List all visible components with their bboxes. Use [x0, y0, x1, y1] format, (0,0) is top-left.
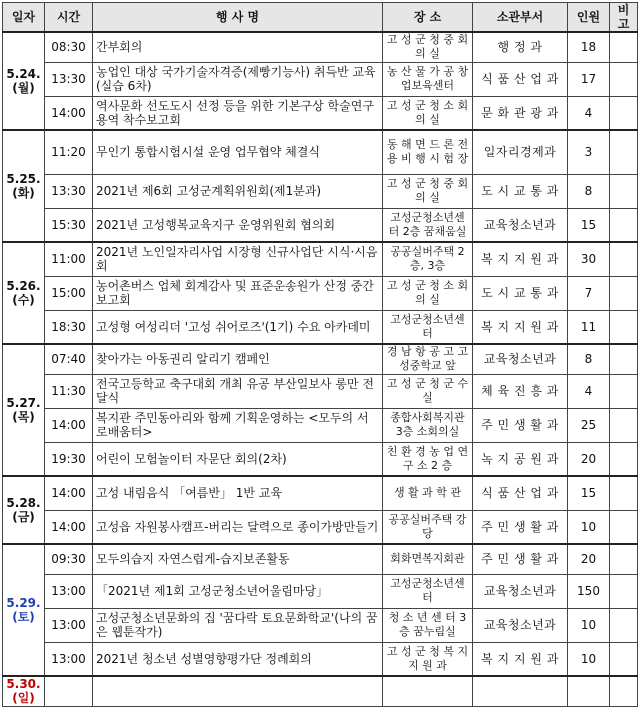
note-cell	[610, 242, 638, 276]
event-cell: 전국고등학교 축구대회 개최 유공 부산일보사 롱만 전달식	[93, 374, 383, 408]
venue-cell: 고 성 군 청 소 회 의 실	[383, 96, 473, 130]
note-cell	[610, 642, 638, 676]
venue-cell: 경 남 항 공 고 고성중학교 앞	[383, 344, 473, 374]
venue-cell: 고 성 군 청 소 회 의 실	[383, 276, 473, 310]
count-cell: 150	[568, 574, 610, 608]
event-cell: 농업인 대상 국가기술자격증(제빵기능사) 취득반 교육(실습 6차)	[93, 62, 383, 96]
event-cell: 고성형 여성리더 '고성 쉬어로즈'(1기) 수요 아카데미	[93, 310, 383, 344]
date-label: 5.30.	[6, 677, 41, 692]
schedule-row	[3, 174, 638, 208]
header-venue: 장 소	[383, 3, 473, 33]
date-label: 5.25.	[6, 172, 41, 186]
time-cell: 08:30	[45, 32, 93, 62]
dept-cell: 행 정 과	[473, 32, 568, 62]
dept-cell: 교육청소년과	[473, 344, 568, 374]
venue-cell: 고 성 군 청 중 회 의 실	[383, 174, 473, 208]
header-row	[3, 3, 638, 33]
event-cell: 어린이 모험놀이터 자문단 회의(2차)	[93, 442, 383, 476]
schedule-row	[3, 676, 638, 706]
venue-cell: 고 성 군 청 군 수 실	[383, 374, 473, 408]
time-cell: 13:30	[45, 62, 93, 96]
time-cell: 07:40	[45, 344, 93, 374]
note-cell	[610, 676, 638, 706]
schedule-row	[3, 374, 638, 408]
header-date: 일자	[3, 3, 45, 33]
note-cell	[610, 32, 638, 62]
venue-cell: 고성군청소년센터	[383, 574, 473, 608]
venue-cell: 고성군청소년센터	[383, 310, 473, 344]
count-cell: 18	[568, 32, 610, 62]
schedule-wrapper	[2, 2, 637, 707]
time-cell: 14:00	[45, 408, 93, 442]
time-cell: 13:00	[45, 574, 93, 608]
schedule-row	[3, 408, 638, 442]
header-event: 행 사 명	[93, 3, 383, 33]
time-cell: 14:00	[45, 96, 93, 130]
time-cell	[45, 676, 93, 706]
date-cell	[3, 130, 45, 242]
count-cell: 15	[568, 208, 610, 242]
venue-cell: 고 성 군 청 복 지 지 원 과	[383, 642, 473, 676]
dept-cell: 주 민 생 활 과	[473, 544, 568, 574]
count-cell: 30	[568, 242, 610, 276]
time-cell: 11:20	[45, 130, 93, 174]
event-cell: 역사문화 선도도시 선정 등을 위한 기본구상 학술연구용역 착수보고회	[93, 96, 383, 130]
event-cell: 고성읍 자원봉사캠프-버리는 달력으로 종이가방만들기	[93, 510, 383, 544]
time-cell: 13:00	[45, 608, 93, 642]
count-cell: 17	[568, 62, 610, 96]
event-cell	[93, 676, 383, 706]
dept-cell: 도 시 교 통 과	[473, 276, 568, 310]
count-cell: 20	[568, 544, 610, 574]
schedule-row	[3, 344, 638, 374]
count-cell: 25	[568, 408, 610, 442]
dept-cell: 복 지 지 원 과	[473, 642, 568, 676]
schedule-row	[3, 310, 638, 344]
event-cell: 농어촌버스 업체 회계감사 및 표준운송원가 산정 중간보고회	[93, 276, 383, 310]
schedule-row	[3, 208, 638, 242]
time-cell: 13:30	[45, 174, 93, 208]
venue-cell: 회화면복지회관	[383, 544, 473, 574]
venue-cell: 공공실버주택 2층, 3층	[383, 242, 473, 276]
schedule-row	[3, 130, 638, 174]
count-cell: 8	[568, 174, 610, 208]
date-label: 5.27.	[6, 396, 41, 410]
event-cell: 복지관 주민동아리와 함께 기획운영하는 <모두의 서로배움터>	[93, 408, 383, 442]
time-cell: 19:30	[45, 442, 93, 476]
header-count: 인원	[568, 3, 610, 33]
venue-cell: 농 산 물 가 공 창업보육센터	[383, 62, 473, 96]
event-cell: 고성 내림음식 「여름반」 1반 교육	[93, 476, 383, 510]
schedule-row	[3, 276, 638, 310]
dept-cell: 교육청소년과	[473, 208, 568, 242]
schedule-table	[2, 2, 638, 707]
dept-cell: 일자리경제과	[473, 130, 568, 174]
time-cell: 14:00	[45, 476, 93, 510]
date-cell	[3, 476, 45, 544]
dept-cell	[473, 676, 568, 706]
dept-cell: 식 품 산 업 과	[473, 476, 568, 510]
venue-cell: 종합사회복지관 3층 소회의실	[383, 408, 473, 442]
count-cell: 4	[568, 96, 610, 130]
venue-cell: 고성군청소년센터 2층 꿈채움실	[383, 208, 473, 242]
venue-cell: 친 환 경 농 업 연 구 소 2 층	[383, 442, 473, 476]
event-cell: 고성군청소년문화의 집 '꿈다락 토요문화학교'(나의 꿈은 웹툰작가)	[93, 608, 383, 642]
note-cell	[610, 408, 638, 442]
count-cell: 10	[568, 510, 610, 544]
time-cell: 18:30	[45, 310, 93, 344]
time-cell: 13:00	[45, 642, 93, 676]
event-cell: 「2021년 제1회 고성군청소년어울림마당」	[93, 574, 383, 608]
dept-cell: 복 지 지 원 과	[473, 242, 568, 276]
table-header	[3, 3, 638, 33]
schedule-row	[3, 642, 638, 676]
event-cell: 2021년 노인일자리사업 시장형 신규사업단 시식·시음회	[93, 242, 383, 276]
weekday-label: (목)	[12, 410, 35, 424]
event-cell: 2021년 청소년 성별영향평가단 정례회의	[93, 642, 383, 676]
weekday-label: (화)	[12, 186, 35, 200]
note-cell	[610, 442, 638, 476]
event-cell: 찾아가는 아동권리 알리기 캠페인	[93, 344, 383, 374]
note-cell	[610, 510, 638, 544]
header-time: 시간	[45, 3, 93, 33]
venue-cell: 공공실버주택 강 당	[383, 510, 473, 544]
note-cell	[610, 96, 638, 130]
dept-cell: 체 육 진 흥 과	[473, 374, 568, 408]
dept-cell: 식 품 산 업 과	[473, 62, 568, 96]
dept-cell: 주 민 생 활 과	[473, 510, 568, 544]
time-cell: 09:30	[45, 544, 93, 574]
time-cell: 11:00	[45, 242, 93, 276]
event-cell: 간부회의	[93, 32, 383, 62]
date-cell	[3, 544, 45, 676]
venue-cell: 생 활 과 학 관	[383, 476, 473, 510]
venue-cell: 고 성 군 청 중 회 의 실	[383, 32, 473, 62]
count-cell	[568, 676, 610, 706]
note-cell	[610, 208, 638, 242]
weekday-label: (일)	[12, 691, 35, 706]
note-cell	[610, 374, 638, 408]
note-cell	[610, 544, 638, 574]
schedule-row	[3, 62, 638, 96]
time-cell: 15:30	[45, 208, 93, 242]
schedule-row	[3, 608, 638, 642]
weekday-label: (월)	[12, 81, 35, 95]
event-cell: 무인기 통합시험시설 운영 업무협약 체결식	[93, 130, 383, 174]
note-cell	[610, 130, 638, 174]
note-cell	[610, 174, 638, 208]
schedule-row	[3, 574, 638, 608]
note-cell	[610, 310, 638, 344]
note-cell	[610, 574, 638, 608]
note-cell	[610, 476, 638, 510]
note-cell	[610, 276, 638, 310]
weekday-label: (수)	[12, 293, 35, 307]
venue-cell: 동 해 면 드 론 전 용 비 행 시 험 장	[383, 130, 473, 174]
count-cell: 15	[568, 476, 610, 510]
header-dept: 소관부서	[473, 3, 568, 33]
count-cell: 3	[568, 130, 610, 174]
event-cell: 2021년 고성행복교육지구 운영위원회 협의회	[93, 208, 383, 242]
time-cell: 11:30	[45, 374, 93, 408]
date-cell	[3, 344, 45, 476]
date-label: 5.28.	[6, 496, 41, 510]
dept-cell: 복 지 지 원 과	[473, 310, 568, 344]
dept-cell: 주 민 생 활 과	[473, 408, 568, 442]
schedule-row	[3, 510, 638, 544]
dept-cell: 교육청소년과	[473, 574, 568, 608]
count-cell: 20	[568, 442, 610, 476]
count-cell: 4	[568, 374, 610, 408]
time-cell: 15:00	[45, 276, 93, 310]
header-note: 비고	[610, 3, 638, 33]
venue-cell	[383, 676, 473, 706]
date-cell	[3, 676, 45, 706]
date-label: 5.24.	[6, 67, 41, 81]
count-cell: 7	[568, 276, 610, 310]
schedule-row	[3, 242, 638, 276]
count-cell: 10	[568, 642, 610, 676]
date-label: 5.29.	[6, 596, 41, 610]
schedule-row	[3, 442, 638, 476]
dept-cell: 문 화 관 광 과	[473, 96, 568, 130]
date-label: 5.26.	[6, 279, 41, 293]
dept-cell: 도 시 교 통 과	[473, 174, 568, 208]
schedule-row	[3, 32, 638, 62]
weekday-label: (금)	[12, 510, 35, 524]
count-cell: 11	[568, 310, 610, 344]
schedule-row	[3, 544, 638, 574]
schedule-row	[3, 96, 638, 130]
note-cell	[610, 344, 638, 374]
date-cell	[3, 32, 45, 130]
schedule-row	[3, 476, 638, 510]
note-cell	[610, 608, 638, 642]
date-cell	[3, 242, 45, 344]
dept-cell: 녹 지 공 원 과	[473, 442, 568, 476]
schedule-body	[3, 32, 638, 706]
event-cell: 모두의습지 자연스럽게-습지보존활동	[93, 544, 383, 574]
event-cell: 2021년 제6회 고성군계획위원회(제1분과)	[93, 174, 383, 208]
weekday-label: (토)	[12, 610, 35, 624]
dept-cell: 교육청소년과	[473, 608, 568, 642]
count-cell: 10	[568, 608, 610, 642]
time-cell: 14:00	[45, 510, 93, 544]
count-cell: 8	[568, 344, 610, 374]
note-cell	[610, 62, 638, 96]
venue-cell: 청 소 년 센 터 3층 꿈누림실	[383, 608, 473, 642]
